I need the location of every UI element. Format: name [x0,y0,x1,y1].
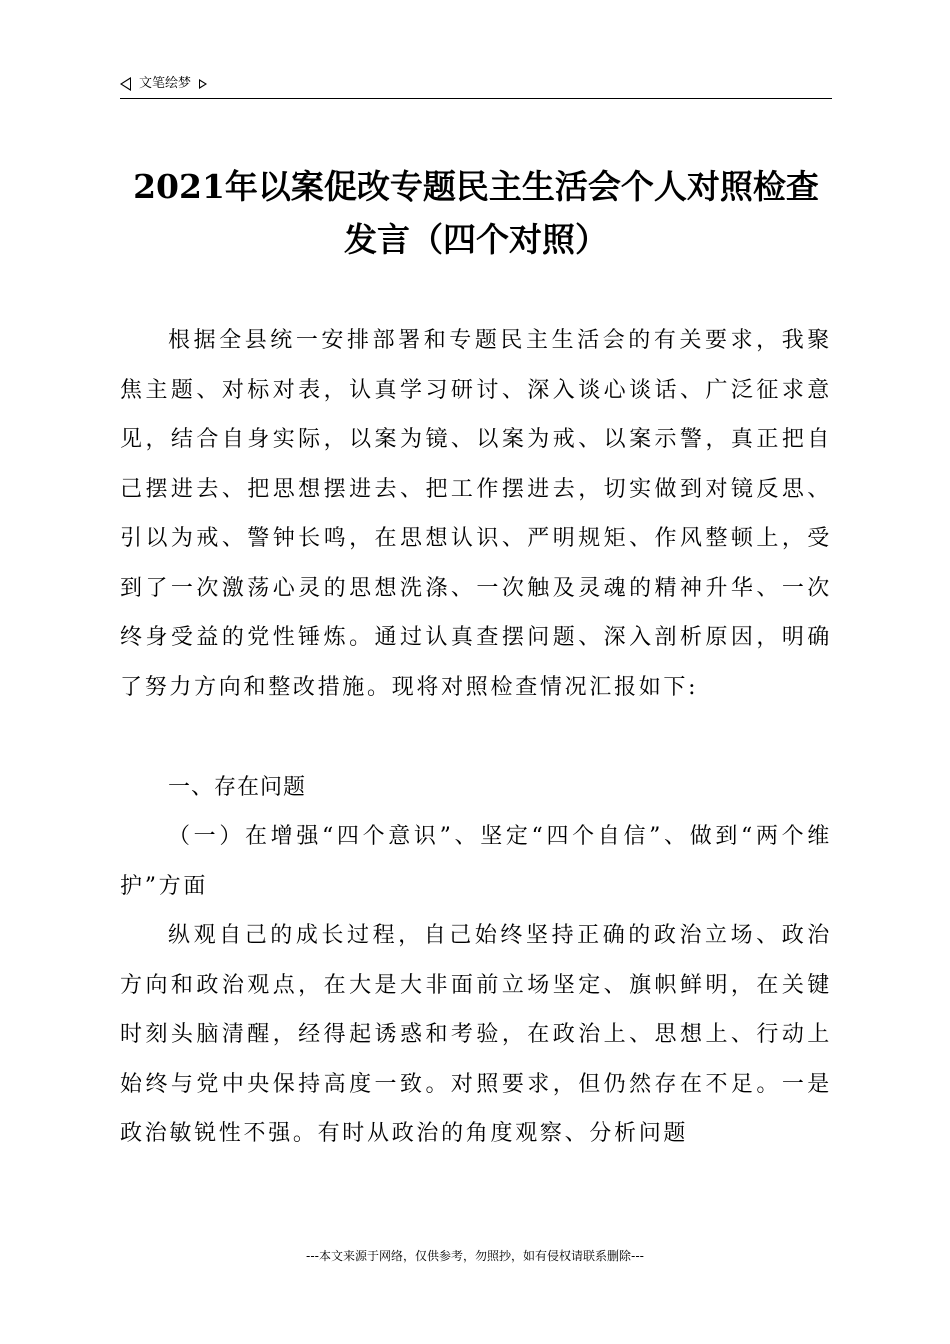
title-line-1: 2021年以案促改专题民主生活会个人对照检查 [133,167,819,206]
intro-paragraph: 根据全县统一安排部署和专题民主生活会的有关要求，我聚焦主题、对标对表，认真学习研讨、深入谈心谈话、广泛征求意见，结合自身实际，以案为镜、以案为戒、以案示警，真正把自己摆进去、把思想摆进去、把工作摆进去，切实做到对镜反思、引以为戒、警钟长鸣，在思想认识、严明规矩、作风整顿上，受到了一次激荡心灵的思想洗涤、一次触及灵魂的精神升华、一次终身受益的党性锤炼。通过认真查摆问题、深入剖析原因，明确了努力方向和整改措施。现将对照检查情况汇报如下: [120,328,832,700]
document-title [112,160,840,266]
header-brand: 文笔绘梦 [139,76,192,91]
subsection-paragraph: 纵观自己的成长过程，自己始终坚持正确的政治立场、政治方向和政治观点，在大是大非面前立场坚定、旗帜鲜明，在关键时刻头脑清醒，经得起诱惑和考验，在政治上、思想上、行动上始终与党中央保持高度一致。对照要求，但仍然存在不足。一是政治敏锐性不强。有时从政治的角度观察、分析问题 [120,923,832,1146]
header-brand-group [120,76,207,93]
subsection-heading-four-consciousness: （一）在增强“四个意识”、坚定“四个自信”、做到“两个维护”方面 [120,824,832,899]
page-header [120,74,832,99]
triangle-left-icon [120,77,131,91]
triangle-right-icon [199,79,207,89]
title-line-2: 发言（四个对照） [344,220,608,259]
section-heading-problems: 一、存在问题 [168,775,307,800]
footer-notice: ---本文来源于网络，仅供参考，勿照抄，如有侵权请联系删除--- [306,1249,644,1263]
